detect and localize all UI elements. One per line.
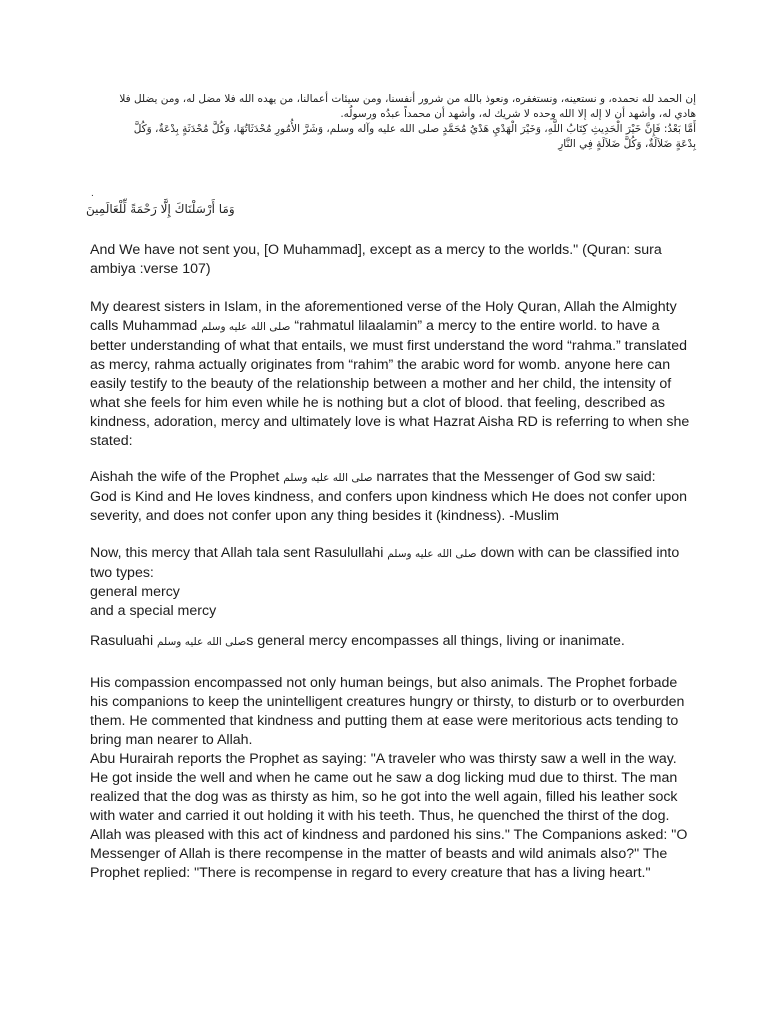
paragraph-line: God is Kind and He loves kindness, and confers upon kindness which He does not confer upon <box>90 489 688 505</box>
arabic-intro-line: إن الحمد لله نحمده، و نستعينه، ونستغفره، ونعوذ بالله من شرور أنفسنا، ومن سيئات أعمالنا، من يهده الله فلا مضل له، ومن يضلل فلا <box>119 93 696 105</box>
quran-verse-arabic <box>86 200 696 218</box>
hadith-kindness-paragraph <box>90 468 690 526</box>
text-fragment: narrates that the Messenger of God sw said: <box>372 469 656 485</box>
paragraph-line: He got inside the well and when he came out he saw a dog licking mud due to thirst. The man <box>90 770 678 786</box>
general-mercy-paragraph <box>90 632 690 652</box>
arabic-intro-line: هادي له، وأشهد أن لا إله إلا الله وحده لا شريك له، وأشهد أن محمداً عبدُه ورسولُه. <box>340 108 696 120</box>
salawat-arabic: صلى الله عليه وسلم <box>387 548 477 560</box>
paragraph-line: his companions to keep the unintelligent creatures hungry or thirsty, to disturb or to overburden <box>90 694 685 710</box>
paragraph-line: bring man nearer to Allah. <box>90 732 253 748</box>
verse-dot: . <box>91 188 94 199</box>
intro-paragraph <box>90 298 690 451</box>
paragraph-line: better understanding of what that entails, we must first understand the word “rahma.” translated <box>90 338 687 354</box>
paragraph-line: kindness, adoration, mercy and ultimately love is what Hazrat Aisha RD is referring to when she <box>90 414 690 430</box>
compassion-paragraph <box>90 674 690 883</box>
list-item-general-mercy: general mercy <box>90 584 180 600</box>
paragraph-line: them. He commented that kindness and putting them at ease were meritorious acts tending to <box>90 713 679 729</box>
paragraph-line: Abu Hurairah reports the Prophet as saying: "A traveler who was thirsty saw a well in the way. <box>90 751 677 767</box>
paragraph-line: And We have not sent you, [O Muhammad], except as a mercy to the worlds." (Quran: sura <box>90 242 662 258</box>
arabic-opening-khutbah <box>86 92 696 152</box>
paragraph-line: ambiya :verse 107) <box>90 261 211 277</box>
paragraph-line: realized that the dog was as thirsty as him, so he got into the well again, filled his leather sock <box>90 789 678 805</box>
paragraph-line: with water and carried it out holding it with his teeth. Thus, he quenched the thirst of the dog. <box>90 808 670 824</box>
arabic-intro-line: بِدْعَةٍ ضَلاَلَةٌ، وَكُلَّ ضَلاَلَةٍ فِي النَّارِ <box>558 138 696 150</box>
text-fragment: Aishah the wife of the Prophet <box>90 469 284 485</box>
list-item-special-mercy: and a special mercy <box>90 603 217 619</box>
paragraph-line <box>90 544 690 564</box>
paragraph-line: what she feels for him even while he is nothing but a clot of blood. that feeling, described as <box>90 395 665 411</box>
text-fragment: s general mercy encompasses all things, living or inanimate. <box>246 633 625 649</box>
paragraph-line: My dearest sisters in Islam, in the aforementioned verse of the Holy Quran, Allah the Almighty <box>90 299 677 315</box>
paragraph-line: two types: <box>90 565 154 581</box>
paragraph-line: stated: <box>90 433 133 449</box>
paragraph-line: as mercy, rahma actually originates from “rahim” the arabic word for womb. anyone here can <box>90 357 671 373</box>
text-fragment: down with can be classified into <box>476 545 680 561</box>
paragraph-line: His compassion encompassed not only human beings, but also animals. The Prophet forbade <box>90 675 678 691</box>
paragraph-line <box>90 468 690 488</box>
paragraph-line: severity, and does not confer upon any thing besides it (kindness). -Muslim <box>90 508 559 524</box>
paragraph-line <box>90 317 690 337</box>
text-fragment: calls Muhammad <box>90 318 202 334</box>
paragraph-line <box>90 632 690 652</box>
text-fragment: “rahmatul lilaalamin” a mercy to the entire world. to have a <box>290 318 660 334</box>
paragraph-line: Allah was pleased with this act of kindness and pardoned his sins." The Companions asked: "O <box>90 827 688 843</box>
salawat-arabic: صلى الله عليه وسلم <box>201 321 291 333</box>
arabic-intro-line: أَمَّا بَعْدُ: فَإِنَّ خَيْرَ الْحَدِيثِ كِتَابُ اللَّهِ، وَخَيْرَ الْهَدْيِ هَدْيُ مُحَمَّدٍ صلى الله عليه وآله وسلم، وَشَرَّ الأُمُورِ مُحْدَثَاتُهَا، وَكُلَّ مُحْدَثَةٍ بِدْعَةٌ، وَكُلَّ <box>133 123 696 135</box>
verse-translation-paragraph <box>90 241 690 279</box>
salawat-arabic: صلى الله عليه وسلم <box>157 636 247 648</box>
paragraph-line: easily testify to the beauty of the relationship between a mother and her child, the intensity of <box>90 376 672 392</box>
paragraph-line: Prophet replied: "There is recompense in regard to every creature that has a living heart." <box>90 865 651 881</box>
salawat-arabic: صلى الله عليه وسلم <box>283 472 373 484</box>
paragraph-line: Messenger of Allah is there recompense in the matter of beasts and wild animals also?" The <box>90 846 668 862</box>
text-fragment: Rasuluahi <box>90 633 158 649</box>
text-fragment: Now, this mercy that Allah tala sent Rasulullahi <box>90 545 388 561</box>
mercy-types-paragraph <box>90 544 690 621</box>
quran-verse-text: وَمَا أَرْسَلْنَاكَ إِلَّا رَحْمَةً لِّلْعَالَمِينَ <box>86 202 235 216</box>
